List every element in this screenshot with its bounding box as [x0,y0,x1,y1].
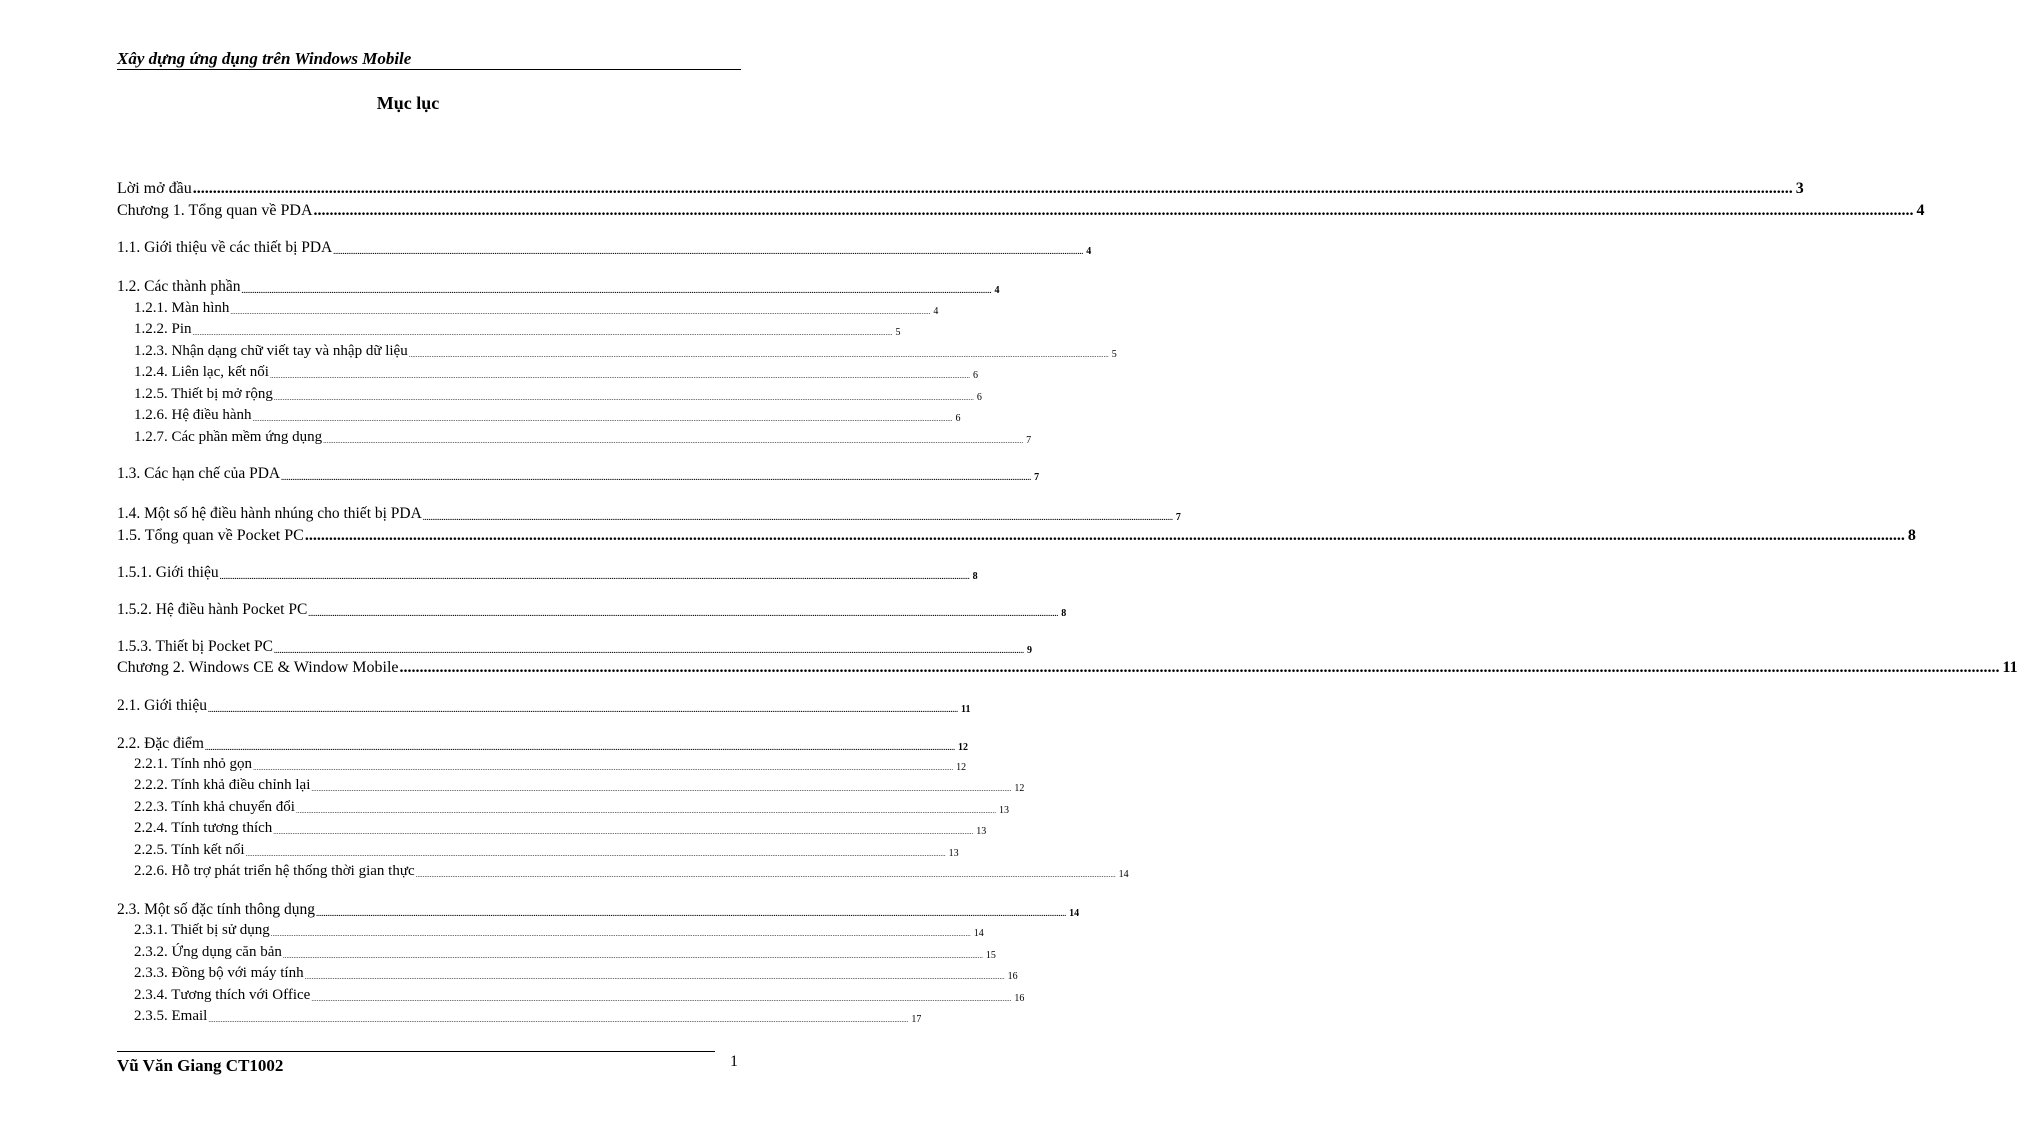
toc-entry-page: 3 [1795,180,1804,197]
toc-entry[interactable] [117,180,1804,198]
toc-entry-label: 1.3. Các hạn chế của PDA [117,465,281,482]
toc-entry[interactable] [117,638,1033,656]
toc-leader: ................................................................................................................................................................................................................................................................................................................................................................................................................ [274,646,1025,655]
toc-entry-page: 7 [1026,435,1032,446]
toc-entry-page: 11 [2002,659,2018,676]
toc-leader: ................................................................................................................................................................................................................................................................................................................................................................................................................ [308,609,1059,618]
toc-entry-page: 13 [998,805,1009,816]
running-header-title: Xây dựng ứng dụng trên Windows Mobile [117,49,412,68]
toc-leader: ................................................................................................................................................................................................................................................................................................................................................................................................................ [273,828,974,836]
toc-entry[interactable] [117,697,971,715]
toc-entry[interactable] [117,863,1129,880]
toc-entry-label: 2.3.3. Đồng bộ với máy tính [134,965,304,981]
toc-leader: ................................................................................................................................................................................................................................................................................................................................................................................................................ [204,743,955,752]
toc-entry-page: 17 [911,1014,922,1025]
toc-entry-page: 14 [1069,908,1080,919]
toc-entry-page: 13 [976,826,987,837]
toc-entry-page: 7 [1175,512,1181,523]
toc-entry-page: 6 [972,370,978,381]
toc-entry-page: 11 [961,704,971,715]
toc-entry-page: 7 [1034,472,1040,483]
toc-entry[interactable] [117,407,961,424]
toc-entry-label: 2.2. Đặc điểm [117,735,204,752]
toc-entry[interactable] [117,505,1181,523]
toc-entry[interactable] [117,386,982,403]
toc-entry-label: 1.2.5. Thiết bị mở rộng [134,386,273,402]
toc-entry[interactable] [117,842,959,859]
toc-leader: ................................................................................................................................................................................................................................................................................................................................................................................................................ [230,308,931,316]
toc-entry-page: 6 [976,392,982,403]
page-number: 1 [730,1053,738,1070]
toc-entry[interactable] [117,799,1009,816]
toc-entry-label: 1.2.3. Nhận dạng chữ viết tay và nhập dữ liệu [134,343,408,359]
toc-entry-page: 4 [994,285,1000,296]
toc-leader: ................................................................................................................................................................................................................................................................................................................................................................................................................ [415,871,1116,879]
toc-entry-label: 2.2.3. Tính khả chuyển đổi [134,799,295,815]
toc-leader: ................................................................................................................................................................................................................................................................................................................................................................................................................ [273,394,974,402]
toc-leader: ................................................................................................................................................................................................................................................................................................................................................................................................................ [219,572,970,581]
toc-entry-page: 16 [1007,971,1018,982]
toc-entry-page: 8 [972,571,978,582]
toc-entry[interactable] [117,364,978,381]
toc-leader: ................................................................................................................................................................................................................................................................................................................................................................................................................ [270,930,971,938]
toc-entry[interactable] [117,777,1025,794]
toc-entry-page: 15 [985,950,996,961]
toc-leader: ................................................................................................................................................................................................................................................................................................................................................................................................................ [316,909,1067,918]
toc-entry-page: 16 [1014,993,1025,1004]
toc-entry-page: 12 [1014,783,1025,794]
footer-rule [117,1051,715,1052]
toc-leader: ................................................................................................................................................................................................................................................................................................................................................................................................................ [304,527,1905,544]
toc-entry-label: 2.3.5. Email [134,1008,208,1024]
toc-entry[interactable] [117,944,996,961]
toc-entry[interactable] [117,756,967,773]
toc-leader: ................................................................................................................................................................................................................................................................................................................................................................................................................ [408,351,1109,359]
toc-entry[interactable] [117,429,1032,446]
toc-entry[interactable] [117,601,1067,619]
toc-leader: ................................................................................................................................................................................................................................................................................................................................................................................................................ [253,764,954,772]
toc-entry-label: 2.2.6. Hỗ trợ phát triển hệ thống thời gian thực [134,863,415,879]
toc-entry-label: 1.2.4. Liên lạc, kết nối [134,364,269,380]
header-rule [117,69,741,70]
toc-leader: ................................................................................................................................................................................................................................................................................................................................................................................................................ [323,437,1024,445]
toc-leader: ................................................................................................................................................................................................................................................................................................................................................................................................................ [333,247,1084,256]
toc-entry-label: Lời mở đầu [117,180,192,197]
toc-entry-page: 13 [948,848,959,859]
toc-entry-page: 4 [933,306,939,317]
footer-author: Vũ Văn Giang CT1002 [117,1056,284,1075]
toc-entry-label: 2.3. Một số đặc tính thông dụng [117,901,316,918]
toc-entry-page: 9 [1027,645,1033,656]
toc-entry-page: 6 [955,413,961,424]
toc-entry[interactable] [117,820,987,837]
toc-entry-label: 2.3.4. Tương thích với Office [134,987,311,1003]
toc-entry-page: 8 [1907,527,1916,544]
toc-entry-label: 2.1. Giới thiệu [117,697,207,714]
toc-entry-label: 1.5.1. Giới thiệu [117,564,219,581]
toc-entry-label: 1.2.7. Các phần mềm ứng dụng [134,429,323,445]
toc-entry-label: 1.1. Giới thiệu về các thiết bị PDA [117,239,333,256]
toc-entry-label: 1.2.1. Màn hình [134,300,230,316]
toc-entry-label: 2.3.1. Thiết bị sử dụng [134,922,270,938]
toc-entry-label: 1.2.2. Pin [134,321,192,337]
toc-leader: ................................................................................................................................................................................................................................................................................................................................................................................................................ [313,202,1914,219]
toc-entry-label: 2.2.1. Tính nhỏ gọn [134,756,253,772]
toc-entry-label: 1.5. Tổng quan về Pocket PC [117,527,304,544]
toc-entry-label: 1.4. Một số hệ điều hành nhúng cho thiết bị PDA [117,505,422,522]
toc-leader: ................................................................................................................................................................................................................................................................................................................................................................................................................ [311,995,1012,1003]
toc-entry-page: 4 [1916,202,1925,219]
toc-entry-label: 1.5.2. Hệ điều hành Pocket PC [117,601,308,618]
toc-entry-page: 8 [1061,608,1067,619]
toc-leader: ................................................................................................................................................................................................................................................................................................................................................................................................................ [282,952,983,960]
toc-leader: ................................................................................................................................................................................................................................................................................................................................................................................................................ [281,473,1032,482]
toc-entry-page: 14 [1118,869,1129,880]
toc-entry[interactable] [117,735,968,753]
toc-entry-label: 1.5.3. Thiết bị Pocket PC [117,638,274,655]
toc-entry-label: Chương 2. Windows CE & Window Mobile [117,659,399,676]
toc-entry[interactable] [117,922,984,939]
toc-leader: ................................................................................................................................................................................................................................................................................................................................................................................................................ [252,415,953,423]
toc-leader: ................................................................................................................................................................................................................................................................................................................................................................................................................ [311,785,1012,793]
toc-entry[interactable] [117,202,1925,220]
toc-leader: ................................................................................................................................................................................................................................................................................................................................................................................................................ [241,286,992,295]
toc-leader: ................................................................................................................................................................................................................................................................................................................................................................................................................ [304,973,1005,981]
toc-leader: ................................................................................................................................................................................................................................................................................................................................................................................................................ [192,329,893,337]
toc-leader: ................................................................................................................................................................................................................................................................................................................................................................................................................ [399,659,2000,676]
toc-leader: ................................................................................................................................................................................................................................................................................................................................................................................................................ [208,705,958,714]
toc-leader: ................................................................................................................................................................................................................................................................................................................................................................................................................ [192,180,1793,197]
toc-entry-page: 12 [956,762,967,773]
toc-leader: ................................................................................................................................................................................................................................................................................................................................................................................................................ [295,807,996,815]
toc-entry[interactable] [117,300,939,317]
toc-leader: ................................................................................................................................................................................................................................................................................................................................................................................................................ [422,513,1173,522]
page-title: Mục lục [376,93,440,113]
toc-entry[interactable] [117,1008,922,1025]
toc-entry[interactable] [117,659,2018,677]
toc-leader: ................................................................................................................................................................................................................................................................................................................................................................................................................ [245,850,946,858]
toc-entry[interactable] [117,278,1000,296]
toc-entry-label: 2.3.2. Ứng dụng căn bản [134,944,282,960]
toc-leader: ................................................................................................................................................................................................................................................................................................................................................................................................................ [208,1016,909,1024]
toc-entry-label: 2.2.4. Tính tương thích [134,820,273,836]
toc-entry[interactable] [117,321,901,338]
toc-entry-page: 4 [1086,246,1092,257]
toc-entry[interactable] [117,239,1092,257]
toc-entry-label: 2.2.2. Tính khả điều chỉnh lại [134,777,311,793]
toc-entry-label: Chương 1. Tổng quan về PDA [117,202,313,219]
toc-entry[interactable] [117,343,1117,360]
toc-entry[interactable] [117,987,1025,1004]
toc-entry[interactable] [117,527,1916,545]
toc-entry[interactable] [117,564,978,582]
toc-entry-page: 14 [973,928,984,939]
toc-entry-page: 12 [957,742,968,753]
toc-entry-label: 2.2.5. Tính kết nối [134,842,245,858]
toc-entry-page: 5 [1111,349,1117,360]
toc-entry-page: 5 [895,327,901,338]
toc-entry[interactable] [117,901,1080,919]
toc-entry-label: 1.2.6. Hệ điều hành [134,407,252,423]
toc-entry[interactable] [117,965,1018,982]
toc-entry-label: 1.2. Các thành phần [117,278,241,295]
toc-entry[interactable] [117,465,1040,483]
toc-leader: ................................................................................................................................................................................................................................................................................................................................................................................................................ [269,372,970,380]
